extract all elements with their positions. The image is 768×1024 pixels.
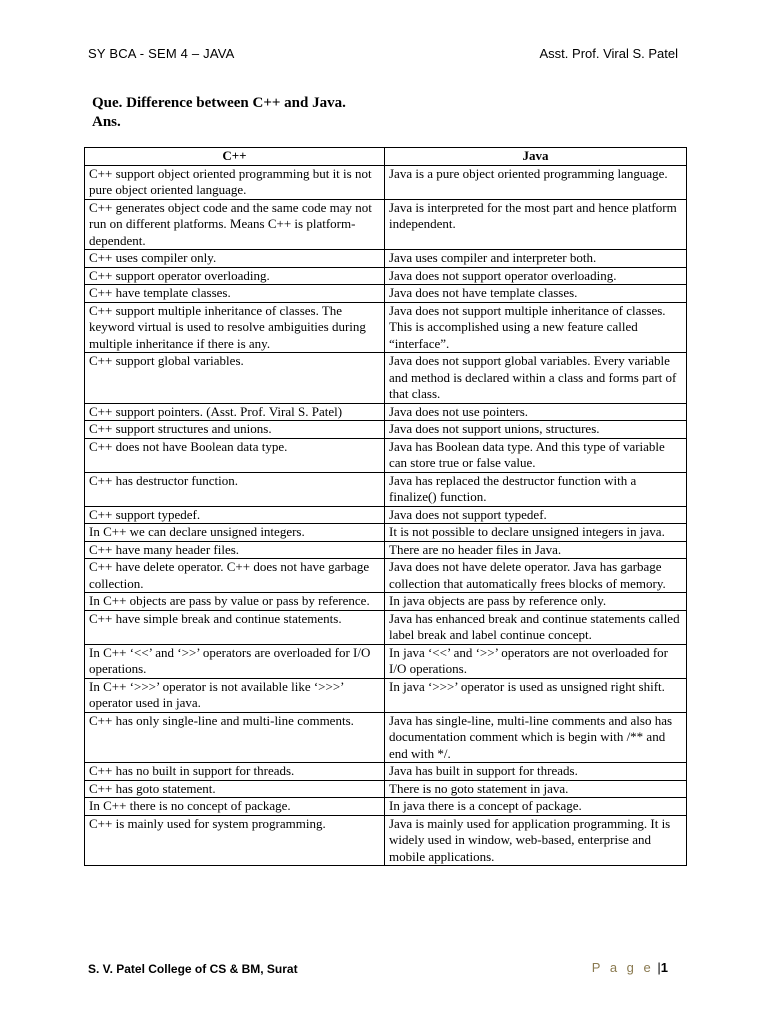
- table-row: [85, 678, 687, 712]
- cell-cpp: In C++ ‘>>>’ operator is not available like ‘>>>’ operator used in java.: [85, 678, 385, 712]
- cell-java: Java is mainly used for application programming. It is widely used in window, web-based, enterprise and mobile applications.: [385, 815, 687, 866]
- question-block: [92, 94, 346, 132]
- table-row: [85, 403, 687, 421]
- cell-java: Java does not have delete operator. Java has garbage collection that automatically frees blocks of memory.: [385, 559, 687, 593]
- table-row: [85, 438, 687, 472]
- question-title: Que. Difference between C++ and Java.: [92, 95, 346, 111]
- table-row: [85, 780, 687, 798]
- cell-java: In java ‘<<’ and ‘>>’ operators are not overloaded for I/O operations.: [385, 644, 687, 678]
- table-row: [85, 524, 687, 542]
- table-row: [85, 712, 687, 763]
- cell-cpp: C++ uses compiler only.: [85, 250, 385, 268]
- page-separator: |: [657, 960, 661, 975]
- cell-java: Java has Boolean data type. And this type of variable can store true or false value.: [385, 438, 687, 472]
- cell-java: Java is interpreted for the most part and hence platform independent.: [385, 199, 687, 250]
- cell-java: In java there is a concept of package.: [385, 798, 687, 816]
- table-row: [85, 763, 687, 781]
- cell-cpp: C++ has destructor function.: [85, 472, 385, 506]
- table-row: [85, 541, 687, 559]
- page-number: 1: [660, 960, 668, 975]
- cell-cpp: C++ have simple break and continue statements.: [85, 610, 385, 644]
- cell-cpp: C++ support object oriented programming but it is not pure object oriented language.: [85, 165, 385, 199]
- cell-cpp: C++ has goto statement.: [85, 780, 385, 798]
- cell-java: Java is a pure object oriented programming language.: [385, 165, 687, 199]
- cell-cpp: In C++ objects are pass by value or pass by reference.: [85, 593, 385, 611]
- cell-java: In java objects are pass by reference only.: [385, 593, 687, 611]
- header-author: Asst. Prof. Viral S. Patel: [539, 46, 678, 61]
- column-header-java: Java: [385, 148, 687, 166]
- cell-cpp: C++ has no built in support for threads.: [85, 763, 385, 781]
- footer-page: [592, 960, 668, 975]
- table-row: [85, 644, 687, 678]
- cell-java: Java does not support unions, structures.: [385, 421, 687, 439]
- cell-java: There are no header files in Java.: [385, 541, 687, 559]
- column-header-cpp: C++: [85, 148, 385, 166]
- cell-java: Java does not support typedef.: [385, 506, 687, 524]
- table-row: [85, 165, 687, 199]
- cell-java: Java does not support multiple inheritance of classes. This is accomplished using a new feature called “interface”.: [385, 302, 687, 353]
- cell-cpp: In C++ there is no concept of package.: [85, 798, 385, 816]
- table-row: [85, 610, 687, 644]
- table-row: [85, 593, 687, 611]
- cell-java: Java has enhanced break and continue statements called label break and label continue concept.: [385, 610, 687, 644]
- table-header-row: [85, 148, 687, 166]
- cell-java: Java does not support global variables. Every variable and method is declared within a class and forms part of that class.: [385, 353, 687, 404]
- cell-cpp: C++ support typedef.: [85, 506, 385, 524]
- cell-cpp: C++ is mainly used for system programming.: [85, 815, 385, 866]
- table-row: [85, 353, 687, 404]
- cell-cpp: C++ support multiple inheritance of classes. The keyword virtual is used to resolve ambiguities during multiple inheritance if there is any.: [85, 302, 385, 353]
- cell-java: There is no goto statement in java.: [385, 780, 687, 798]
- cell-java: In java ‘>>>’ operator is used as unsigned right shift.: [385, 678, 687, 712]
- cell-cpp: C++ have many header files.: [85, 541, 385, 559]
- cell-cpp: C++ support operator overloading.: [85, 267, 385, 285]
- table-row: [85, 798, 687, 816]
- cell-cpp: C++ support global variables.: [85, 353, 385, 404]
- cell-java: Java does not use pointers.: [385, 403, 687, 421]
- header-course: SY BCA - SEM 4 – JAVA: [88, 46, 235, 61]
- cell-cpp: C++ have template classes.: [85, 285, 385, 303]
- table-row: [85, 506, 687, 524]
- table-row: [85, 199, 687, 250]
- cell-cpp: C++ generates object code and the same code may not run on different platforms. Means C++ is platform-dependent.: [85, 199, 385, 250]
- cell-java: Java does not support operator overloading.: [385, 267, 687, 285]
- table-row: [85, 250, 687, 268]
- table-row: [85, 472, 687, 506]
- cell-cpp: C++ support structures and unions.: [85, 421, 385, 439]
- comparison-table: [84, 147, 687, 866]
- table-row: [85, 815, 687, 866]
- cell-cpp: In C++ ‘<<’ and ‘>>’ operators are overloaded for I/O operations.: [85, 644, 385, 678]
- footer-college: S. V. Patel College of CS & BM, Surat: [88, 962, 298, 976]
- cell-java: Java does not have template classes.: [385, 285, 687, 303]
- cell-java: Java has replaced the destructor function with a finalize() function.: [385, 472, 687, 506]
- cell-cpp: In C++ we can declare unsigned integers.: [85, 524, 385, 542]
- cell-java: Java has single-line, multi-line comments and also has documentation comment which is begin with /** and end with */.: [385, 712, 687, 763]
- cell-cpp: C++ support pointers. (Asst. Prof. Viral S. Patel): [85, 403, 385, 421]
- cell-cpp: C++ has only single-line and multi-line comments.: [85, 712, 385, 763]
- table-row: [85, 285, 687, 303]
- answer-label: Ans.: [92, 114, 121, 130]
- table-row: [85, 559, 687, 593]
- cell-cpp: C++ does not have Boolean data type.: [85, 438, 385, 472]
- cell-java: Java uses compiler and interpreter both.: [385, 250, 687, 268]
- cell-java: It is not possible to declare unsigned integers in java.: [385, 524, 687, 542]
- page-label: P a g e: [591, 960, 654, 975]
- table-row: [85, 421, 687, 439]
- table-row: [85, 302, 687, 353]
- cell-cpp: C++ have delete operator. C++ does not have garbage collection.: [85, 559, 385, 593]
- table-row: [85, 267, 687, 285]
- cell-java: Java has built in support for threads.: [385, 763, 687, 781]
